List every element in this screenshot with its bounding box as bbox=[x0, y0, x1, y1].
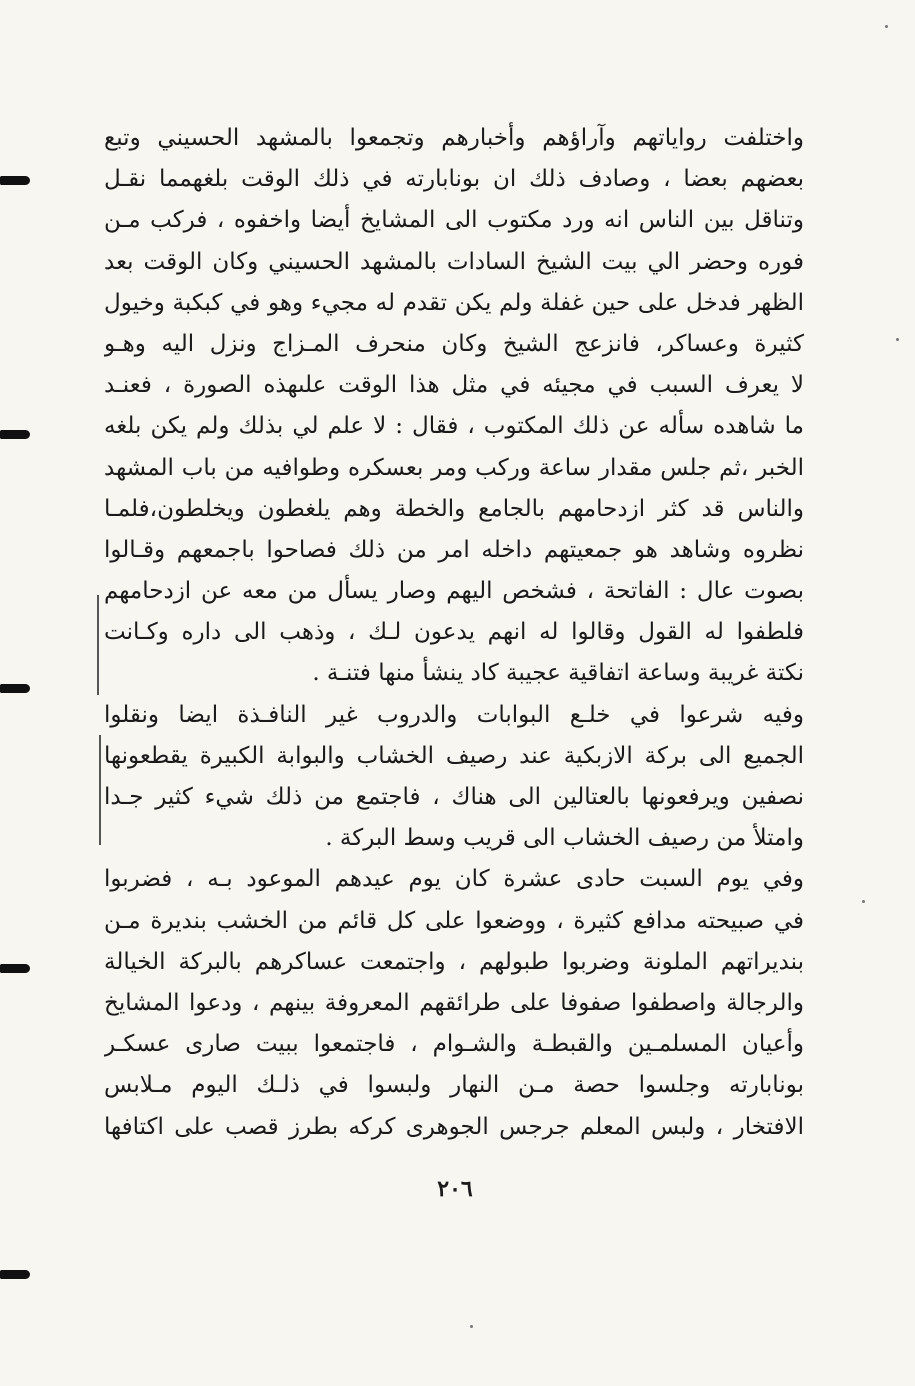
text-line: وفيه شرعوا في خلـع البوابات والدروب غير النافـذة ايضا ونقلوا bbox=[104, 701, 804, 728]
margin-binding-mark bbox=[0, 430, 30, 439]
text-line: والناس قد كثر ازدحامهم بالجامع والخطة وهم يلغطون ويخلطون،فلمـا bbox=[104, 495, 804, 522]
text-line: بونابارته وجلسوا حصة مـن النهار ولبسوا في ذلـك اليوم مـلابس bbox=[104, 1072, 804, 1099]
scan-speck bbox=[470, 1325, 473, 1328]
margin-binding-mark bbox=[0, 1270, 30, 1279]
scan-speck bbox=[862, 900, 865, 903]
page-number: ٢٠٦ bbox=[437, 1176, 473, 1202]
margin-binding-mark bbox=[0, 176, 30, 185]
text-line: ما شاهده سأله عن ذلك المكتوب ، فقال : لا علم لي بذلك ولم يكن بلغه bbox=[104, 413, 804, 440]
text-line: فلطفوا له القول وقالوا له انهم يدعون لـك ، وذهب الى داره وكـانت bbox=[104, 619, 804, 646]
text-line: نكتة غريبة وساعة اتفاقية عجيبة كاد ينشأ منها فتنـة . bbox=[312, 660, 804, 687]
text-line: نظروه وشاهد هو جمعيتهم داخله امر من ذلك فصاحوا باجمعهم وقـالوا bbox=[104, 536, 804, 563]
text-line: نصفين ويرفعونها بالعتالين الى هناك ، فاجتمع من ذلك شيء كثير جـدا bbox=[104, 784, 804, 810]
scan-speck bbox=[896, 338, 899, 341]
text-line: فوره وحضر الي بيت الشيخ السادات بالمشهد الحسيني وكان الوقت بعد bbox=[104, 248, 804, 275]
text-line: وتناقل بين الناس انه ورد مكتوب الى المشايخ أيضا واخفوه ، فركب مـن bbox=[104, 207, 804, 234]
text-line: الافتخار ، ولبس المعلم جرجس الجوهرى كركه بطرز قصب على اكتافها bbox=[104, 1113, 804, 1140]
margin-binding-mark bbox=[0, 684, 30, 693]
paragraph bbox=[104, 859, 804, 1147]
margin-rule bbox=[97, 595, 99, 695]
text-line: الخبر ،ثم جلس مقدار ساعة وركب ومر بعسكره وطوافيه من باب المشهد bbox=[104, 454, 804, 481]
text-line: وأعيان المسلمـين والقبطـة والشـوام ، فاجتمعوا ببيت صارى عسكـر bbox=[104, 1031, 804, 1058]
text-line: في صبيحته مدافع كثيرة ، ووضعوا على كل قائم من الخشب بنديرة مـن bbox=[104, 907, 804, 934]
text-line: لا يعرف السبب في مجيئه في مثل هذا الوقت علىهذه الصورة ، فعنـد bbox=[104, 372, 804, 399]
text-line: الظهر فدخل على حين غفلة ولم يكن تقدم له مجيء وهو في كبكبة وخيول bbox=[104, 289, 804, 316]
margin-binding-mark bbox=[0, 964, 30, 973]
body-text bbox=[104, 118, 804, 1148]
paragraph bbox=[104, 118, 804, 695]
text-line: وامتلأ من رصيف الخشاب الى قريب وسط البركة . bbox=[325, 825, 804, 852]
text-line: بصوت عال : الفاتحة ، فشخص اليهم وصار يسأل من معه عن ازدحامهم bbox=[104, 578, 804, 605]
paragraph bbox=[104, 695, 804, 860]
text-line: كثيرة وعساكر، فانزعج الشيخ وكان منحرف المـزاج ونزل اليه وهـو bbox=[104, 330, 804, 357]
text-line: واختلفت رواياتهم وآراؤهم وأخبارهم وتجمعوا بالمشهد الحسيني وتبع bbox=[104, 125, 804, 151]
margin-rule bbox=[99, 735, 101, 845]
text-line: وفي يوم السبت حادى عشرة كان يوم عيدهم الموعود بـه ، فضربوا bbox=[104, 866, 804, 893]
text-line: الجميع الى بركة الازبكية عند رصيف الخشاب والبوابة الكبيرة يقطعونها bbox=[104, 742, 804, 769]
scan-speck bbox=[885, 25, 888, 28]
text-line: والرجالة واصطفوا صفوفا على طرائقهم المعروفة بينهم ، ودعوا المشايخ bbox=[104, 989, 804, 1016]
text-line: بعضهم بعضا ، وصادف ذلك ان بونابارته في ذلك الوقت بلغهمما نقـل bbox=[104, 166, 804, 193]
text-line: بنديراتهم الملونة وضربوا طبولهم ، واجتمعت عساكرهم بالبركة الخيالة bbox=[104, 948, 804, 975]
